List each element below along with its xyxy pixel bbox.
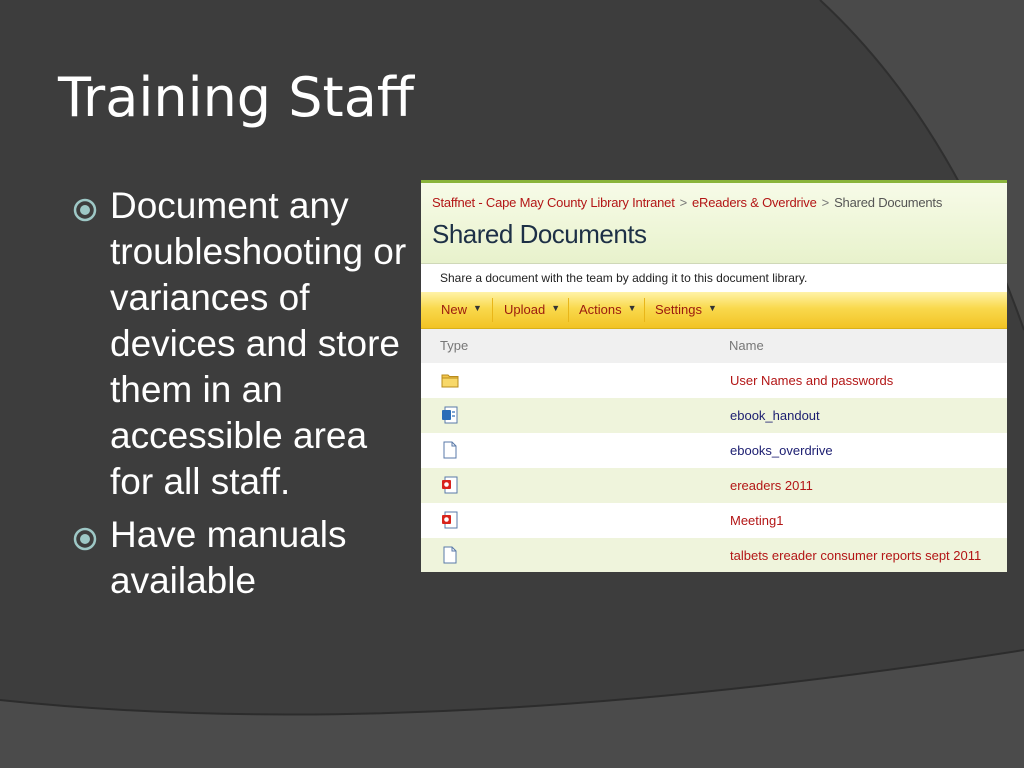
dropdown-arrow-icon: ▼ (551, 303, 561, 313)
toolbar-divider (492, 298, 493, 322)
generic-doc-icon (441, 441, 459, 459)
library-description-bar (421, 263, 1007, 293)
bullet-list (66, 183, 411, 611)
sharepoint-screenshot (421, 180, 1007, 572)
folder-icon (441, 371, 459, 389)
upload-menu-button[interactable] (504, 292, 560, 328)
circle-bullet-icon (72, 197, 98, 223)
list-header (421, 329, 1007, 364)
library-description: Share a document with the team by adding it to this document library. (440, 271, 808, 285)
publisher-doc-icon (441, 406, 459, 424)
settings-menu-button[interactable] (655, 292, 717, 328)
column-header-name[interactable]: Name (729, 338, 764, 353)
toolbar-divider (644, 298, 645, 322)
new-menu-label: New (441, 302, 468, 317)
breadcrumb-separator: > (679, 195, 688, 210)
document-link[interactable]: talbets ereader consumer reports sept 2011 (730, 548, 982, 563)
generic-doc-icon (441, 546, 459, 564)
slide-title: Training Staff (58, 66, 414, 129)
settings-menu-label: Settings (655, 302, 702, 317)
document-link[interactable]: ebook_handout (730, 408, 820, 423)
toolbar-divider (568, 298, 569, 322)
bullet-text: Document any troubleshooting or variances of devices and store them in an accessible area for all staff. (110, 185, 407, 502)
breadcrumb (432, 195, 942, 210)
library-toolbar (421, 292, 1007, 329)
breadcrumb-link-staffnet[interactable]: Staffnet - Cape May County Library Intranet (432, 195, 675, 210)
actions-menu-button[interactable] (579, 292, 637, 328)
list-item (421, 363, 1007, 398)
breadcrumb-separator: > (821, 195, 830, 210)
dropdown-arrow-icon: ▼ (473, 303, 482, 313)
breadcrumb-current: Shared Documents (834, 195, 943, 210)
list-item (421, 503, 1007, 538)
circle-bullet-icon (72, 526, 98, 552)
column-header-type[interactable]: Type (440, 338, 469, 353)
dropdown-arrow-icon: ▼ (707, 303, 717, 313)
page-header (421, 183, 1007, 263)
document-link[interactable]: ereaders 2011 (730, 478, 813, 493)
dropdown-arrow-icon: ▼ (627, 303, 637, 313)
document-link[interactable]: ebooks_overdrive (730, 443, 833, 458)
pdf-doc-icon (441, 511, 459, 529)
list-item (421, 398, 1007, 433)
list-item (421, 433, 1007, 468)
page-title: Shared Documents (432, 219, 647, 249)
document-link[interactable]: User Names and passwords (730, 373, 894, 388)
document-link[interactable]: Meeting1 (730, 513, 784, 528)
bullet-item (66, 512, 411, 604)
list-item (421, 538, 1007, 572)
breadcrumb-link-ereaders[interactable]: eReaders & Overdrive (692, 195, 817, 210)
actions-menu-label: Actions (579, 302, 622, 317)
bullet-text: Have manuals available (110, 514, 347, 601)
new-menu-button[interactable] (441, 292, 482, 328)
document-list (421, 363, 1007, 572)
bullet-item (66, 183, 411, 505)
list-item (421, 468, 1007, 503)
upload-menu-label: Upload (504, 302, 546, 317)
pdf-doc-icon (441, 476, 459, 494)
